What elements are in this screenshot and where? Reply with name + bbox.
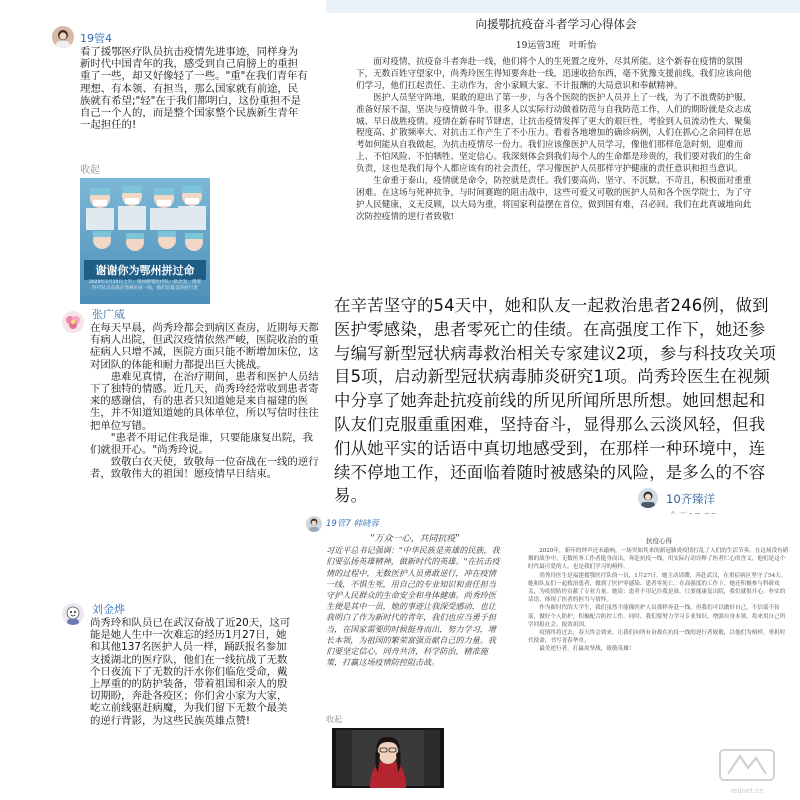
handwritten-note: [326, 534, 504, 724]
print-paragraph: 疫情终将过去，春天终会到来。让我们向所有奋战在抗疫一线的逆行者致敬，以他们为榜样，勇担时代使命，书写青春华章。: [528, 630, 786, 645]
post-card-1: [46, 20, 316, 305]
print-paragraph: 尚秀玲医生是福建援鄂医疗队的一员，1月27日，她主动请缨，奔赴武汉，在重症病区坚守了54天。她和队友们一起救治患者，做到了医护零感染、患者零死亡。在高强度的工作下，她还积极参与科研攻关，为疫情防控贡献了专业力量。她说：患者不用记住我是谁，只要能康复出院，我们就很开心。朴实的话语，体现了医者的担当与情怀。: [528, 572, 787, 604]
avatar[interactable]: [638, 488, 658, 508]
print-body: [528, 547, 790, 654]
poster-caption: 2020年2月10日上午，鄂州援鄂医疗队一队出发，援鄂医疗队员奋战在鄂州抗疫一线，他们是最美的逆行者: [88, 280, 202, 291]
post-text: 看了援鄂医疗队员抗击疫情先进事迹，同样身为新时代中国青年的我，感受到自己肩膀上的重担重了一些，却又好像轻了一些。"重"在我们青年有理想、有本领、有担当，那么国家就有前途，民族就有希望;"轻"在于我们都明白，这份重担不是自己一个人的，而是整个国家整个民族新生青年一起担任的!: [80, 46, 308, 132]
doc-paragraph: 医护人员坚守阵地，果敢的迎出了第一步，与各个医院的医护人员并上了一线，为了不浪费防护服，准备好尿不湿，坚决与疫情做斗争。很多人以实际行动做着防范与自我防范工作，人们的期盼就是众志成城、早日战胜疫情。疫情在新春时节肆虐，让抗击疫情发挥了更大的艰巨性，考验到人员流动性大、聚集程度高、扩散频率大、对抗击工作产生了不小压力。看着各地增加的确诊病例，人们在抓心之余同样在思考如何能从自我做起，为抗击疫情尽一份力。我们应该像医护人员学习，像他们那样危急时刻，迎难而上、不怕风险、不怕牺牲、坚定信心。我深刻体会到我们每个人的生命都是珍贵的，我们要对我们的生命负责，这也是我们每个人都应该有的社会责任，学习像医护人员那样守护健康的责任意识和担当意识。: [356, 92, 752, 175]
post-card-4: [330, 292, 780, 522]
doc-paragraph: 面对疫情，抗疫奋斗者奔赴一线，他们将个人的生死置之度外，尽其所能。这个新春在疫情的氛围下，无数百姓守望家中，尚秀玲医生得知要奔赴一线，迅速收拾东西，毫不犹豫支援前线。我们应该向他们学习，他们扛起责任、主动作为，舍小家顾大家、不计报酬的大局意识和奉献精神。: [356, 57, 752, 91]
poster-banner: 谢谢你为鄂州拼过命: [84, 260, 206, 280]
avatar-person-icon: [52, 26, 74, 48]
doc-top-strip: [326, 0, 800, 13]
print-title: 抗疫心得: [646, 537, 672, 545]
poster-image: [80, 178, 210, 304]
post-paragraph: 在每天早晨，尚秀玲都会到病区查房，近期每天都有病人出院，但武汉疫情依然严峻，医院收治的重症病人只增不减，医院方面只能不断增加床位，这对团队的体能和耐力都提出巨大挑战。: [90, 322, 319, 371]
print-paragraph: 作为新时代的大学生，我们虽然不能像医护人员那样奔赴一线，但我们可以做好自己，不信谣不传谣，做好个人防护，积极配合防控工作。同时，我们要努力学习专业知识，增强自身本领，将来用自己所学回报社会、报效祖国。: [528, 605, 786, 628]
site-watermark: [718, 748, 776, 794]
avatar-flower-icon: [62, 311, 84, 333]
avatar[interactable]: [306, 516, 322, 532]
post-paragraph: 患难见真情，在治疗期间，患者和医护人员结下了独特的情感。近几天，尚秀玲经常收到患者寄来的感谢信，有的患者只知道她是来自福建的医生，并不知道知道她的具体单位，所以写信时往往把单位写错。: [90, 370, 319, 432]
post-text: [90, 322, 322, 481]
post-username[interactable]: 刘金烨: [92, 603, 125, 616]
post-text: 在辛苦坚守的54天中，她和队友一起救治患者246例，做到医护零感染，患者零死亡的佳绩。在高强度工作下，她还参与编写新型冠状病毒救治相关专家建议2项，参与科技攻关项目5项，启动新型冠状病毒肺炎研究1项。尚秀玲医生在视频中分享了她奔赴抗疫前线的所见所闻所思所想。她回想起和队友们克服重重困难，坚持奋斗，显得那么云淡风轻，但我们从她平实的话语中真切地感受到，在那样一种环境中，连续不停地工作，还面临着随时被感染的风险，是多么的不容易。: [334, 296, 776, 506]
essay-document: [326, 0, 800, 288]
print-paragraph: 2020年，新年的钟声还未敲响，一场突如其来的新冠肺炎疫情打乱了人们的生活节奏。在这场没有硝烟的战争中，无数医务工作者挺身而出，奔赴抗疫一线，用实际行动诠释了医者仁心的含义，他们是这个时代最可爱的人，也是我们学习的榜样。: [528, 548, 789, 571]
post-username[interactable]: 张广威: [92, 308, 125, 321]
doc-paragraph: 生命重于泰山，疫情就是命令，防控就是责任。我们要高尚、坚守、不沉默、不苛且，积极面对重重困难。在这场与死神抗争，与时间赛跑的阻击战中，这些可爱又可敬的医护人员和各个医学院士，为了守护人民健康，义无反顾，以大局为重，将国家利益摆在首位，做到国有难，召必回。我们在此真诚地向此次防控疫情的逆行者致敬!: [356, 176, 752, 222]
collapse-link[interactable]: 收起: [326, 715, 342, 724]
collapse-link[interactable]: 收起: [80, 165, 100, 176]
video-speaker-icon: [332, 728, 444, 788]
rednet-logo-icon: [718, 748, 776, 782]
post-username[interactable]: 19管4: [80, 32, 112, 45]
doc-body: [356, 57, 756, 224]
post-paragraph: "患者不用记住我是谁，只要能康复出院，我们就很开心。"尚秀玲说。: [90, 431, 313, 457]
avatar-person-icon: [306, 516, 322, 532]
post-card-3: [56, 597, 296, 797]
video-thumbnail[interactable]: [332, 728, 444, 788]
medical-team-illustration-icon: [80, 178, 210, 262]
avatar[interactable]: [52, 26, 74, 48]
printed-sheet: [528, 536, 790, 706]
print-paragraph: 最美逆行者，打赢攻坚战，致敬英雄！: [539, 646, 635, 653]
avatar-cartoon-icon: [62, 603, 84, 625]
post-text: 尚秀玲和队员已在武汉奋战了近20天，这可能是她人生中一次难忘的经历1月27日，她和其他137名医护人员一样，踊跃报名参加支援湖北的医疗队，他们在一线抗战了无数个日夜流下了无数的汗水你们临危受命，戴上厚重的的防护装备，带着祖国和亲人的殷切期盼，奔赴各疫区；你们舍小家为大家，屹立前线驱赶病魔，为我们留下无数个最美的逆行背影，为这些民族英雄点赞!: [90, 617, 291, 727]
handwritten-paragraph: 习近平总书记强调："中华民族是英雄的民族，我们要弘扬英雄精神，做新时代的英雄。"在抗击疫情的过程中，无数医护人员勇敢逆行，冲在疫情一线，不惧生死，用自己的专业知识和责任担当守护人民群众的生命安全和身体健康。尚秀玲医生便是其中一员，她的事迹让我深受感动，也让我明白了作为新时代的青年，我们也应当勇于担当，在国家需要的时候挺身而出，努力学习，增长本领，为祖国的繁荣富强贡献自己的力量。我们要坚定信心，同舟共济，科学防治，精准施策，打赢这场疫情防控阻击战。: [326, 545, 500, 668]
post-username[interactable]: 19管7 韩晓蓉: [326, 519, 379, 529]
post-paragraph: 致敬白衣天使，致敬每一位奋战在一线的逆行者，致敬伟大的祖国！愿疫情早日结束。: [90, 456, 319, 481]
avatar-person-icon: [638, 488, 658, 508]
handwritten-title: "万众一心，共同抗疫": [370, 534, 460, 544]
post-card-2: [50, 305, 324, 595]
doc-author: 19运管3班 叶昕怡: [515, 41, 597, 51]
doc-title: 向援鄂抗疫奋斗者学习心得体会: [475, 17, 637, 31]
post-username[interactable]: 10齐臻洋: [666, 492, 716, 506]
avatar[interactable]: [62, 311, 84, 333]
watermark-text: rednet.cn: [730, 787, 764, 795]
avatar[interactable]: [62, 603, 84, 625]
